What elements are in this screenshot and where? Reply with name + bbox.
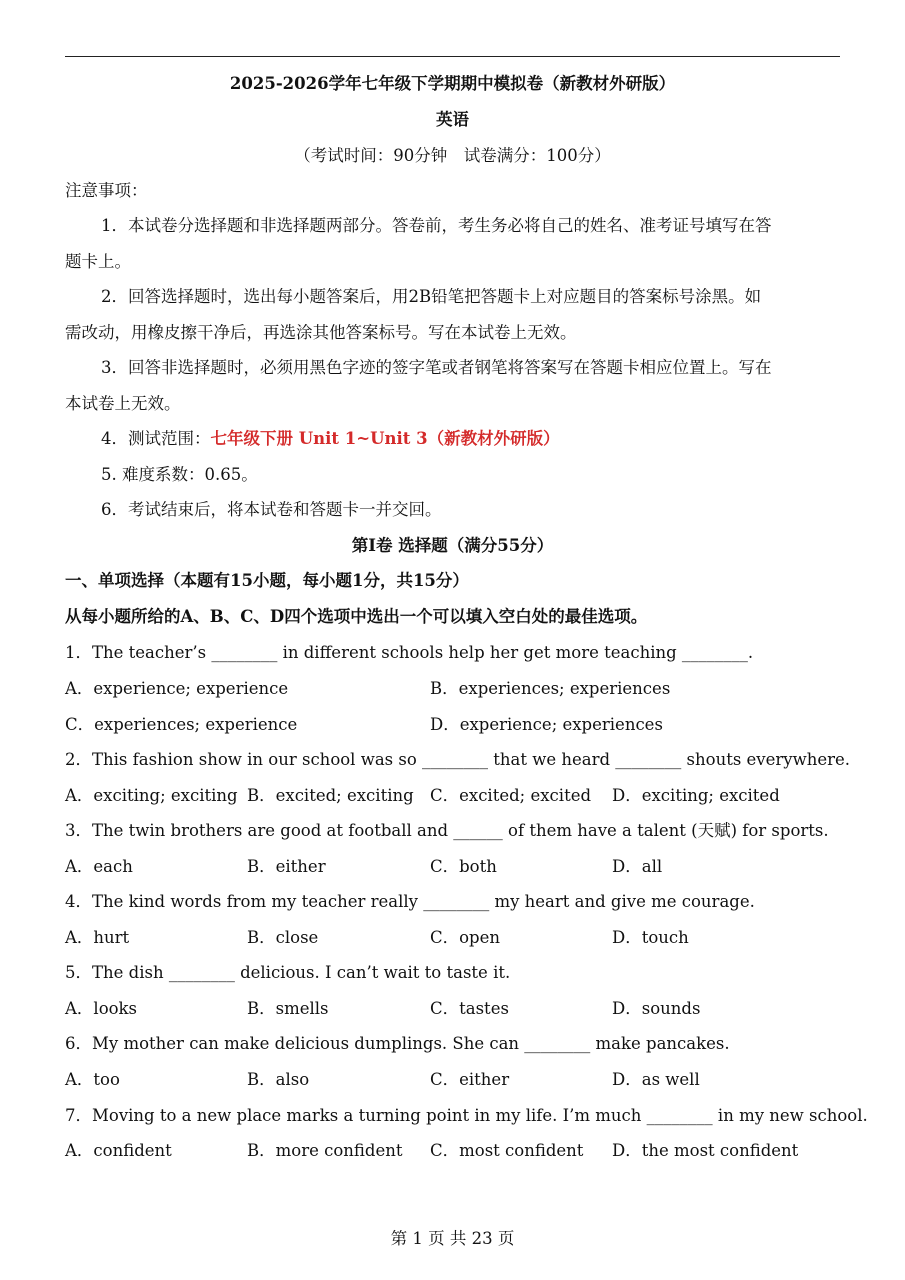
question-4-option-b: B．close [247, 928, 319, 947]
question-6-stem: 6．My mother can make delicious dumplings. She can ________ make pancakes. [65, 1034, 730, 1053]
question-3-option-b: B．either [247, 857, 326, 876]
question-6-option-a: A．too [65, 1070, 120, 1089]
question-3-option-a: A．each [65, 857, 133, 876]
question-1-option-b: B．experiences; experiences [430, 679, 671, 698]
question-1-stem: 1．The teacher’s ________ in different schools help her get more teaching ________. [65, 643, 754, 662]
question-3-option-c: C．both [430, 857, 497, 876]
test-scope: 七年级下册 Unit 1~Unit 3（新教材外研版） [210, 429, 560, 448]
part-1-instruction: 从每小题所给的A、B、C、D四个选项中选出一个可以填入空白处的最佳选项。 [65, 607, 648, 626]
question-3-stem: 3．The twin brothers are good at football and ______ of them have a talent (天赋) for sports. [65, 821, 829, 840]
question-5-option-c: C．tastes [430, 999, 509, 1018]
note-1-line-1: 1．本试卷分选择题和非选择题两部分。答卷前，考生务必将自己的姓名、准考证号填写在答 [101, 216, 772, 235]
header-rule [65, 56, 840, 57]
note-5: 5. 难度系数：0.65。 [101, 465, 258, 484]
question-2-option-b: B．excited; exciting [247, 786, 414, 805]
question-4-option-d: D．touch [612, 928, 689, 947]
question-7-option-d: D．the most confident [612, 1141, 799, 1160]
question-3-option-d: D．all [612, 857, 663, 876]
note-6: 6．考试结束后，将本试卷和答题卡一并交回。 [101, 500, 442, 519]
note-4 [65, 428, 840, 450]
question-2-option-a: A．exciting; exciting [65, 786, 238, 805]
question-1-option-a: A．experience; experience [65, 679, 289, 698]
question-4-stem: 4．The kind words from my teacher really ________ my heart and give me courage. [65, 892, 755, 911]
note-1-line-2: 题卡上。 [65, 252, 131, 271]
question-7-option-c: C．most confident [430, 1141, 584, 1160]
question-1-option-c: C．experiences; experience [65, 715, 298, 734]
page-footer: 第 1 页 共 23 页 [390, 1229, 515, 1248]
question-4-option-a: A．hurt [65, 928, 130, 947]
question-7-option-a: A．confident [65, 1141, 172, 1160]
question-2-stem: 2．This fashion show in our school was so ________ that we heard ________ shouts everywhere. [65, 750, 851, 769]
exam-info: （考试时间：90分钟 试卷满分：100分） [294, 146, 611, 165]
note-4-prefix: 4．测试范围： [101, 429, 211, 448]
notes-heading: 注意事项： [65, 181, 148, 200]
question-5-stem: 5．The dish ________ delicious. I can’t wait to taste it. [65, 963, 511, 982]
note-2-line-1: 2．回答选择题时，选出每小题答案后，用2B铅笔把答题卡上对应题目的答案标号涂黑。如 [101, 287, 762, 306]
note-3-line-1: 3．回答非选择题时，必须用黑色字迹的签字笔或者钢笔将答案写在答题卡相应位置上。写在 [101, 358, 772, 377]
part-1-heading: 一、单项选择（本题有15小题，每小题1分，共15分） [65, 571, 469, 590]
subject-title: 英语 [436, 110, 469, 129]
question-2-option-c: C．excited; excited [430, 786, 592, 805]
note-3-line-2: 本试卷上无效。 [65, 394, 181, 413]
question-5-option-b: B．smells [247, 999, 329, 1018]
question-7-stem: 7．Moving to a new place marks a turning point in my life. I’m much ________ in my new school. [65, 1106, 868, 1125]
question-5-option-a: A．looks [65, 999, 138, 1018]
question-2-option-d: D．exciting; excited [612, 786, 780, 805]
section-title: 第Ⅰ卷 选择题（满分55分） [351, 536, 554, 555]
exam-title: 2025-2026学年七年级下学期期中模拟卷（新教材外研版） [229, 74, 676, 93]
question-6-option-c: C．either [430, 1070, 510, 1089]
question-5-option-d: D．sounds [612, 999, 701, 1018]
question-1-option-d: D．experience; experiences [430, 715, 663, 734]
question-7-option-b: B．more confident [247, 1141, 403, 1160]
question-6-option-b: B．also [247, 1070, 310, 1089]
note-2-line-2: 需改动，用橡皮擦干净后，再选涂其他答案标号。写在本试卷上无效。 [65, 323, 577, 342]
question-4-option-c: C．open [430, 928, 501, 947]
question-6-option-d: D．as well [612, 1070, 700, 1089]
